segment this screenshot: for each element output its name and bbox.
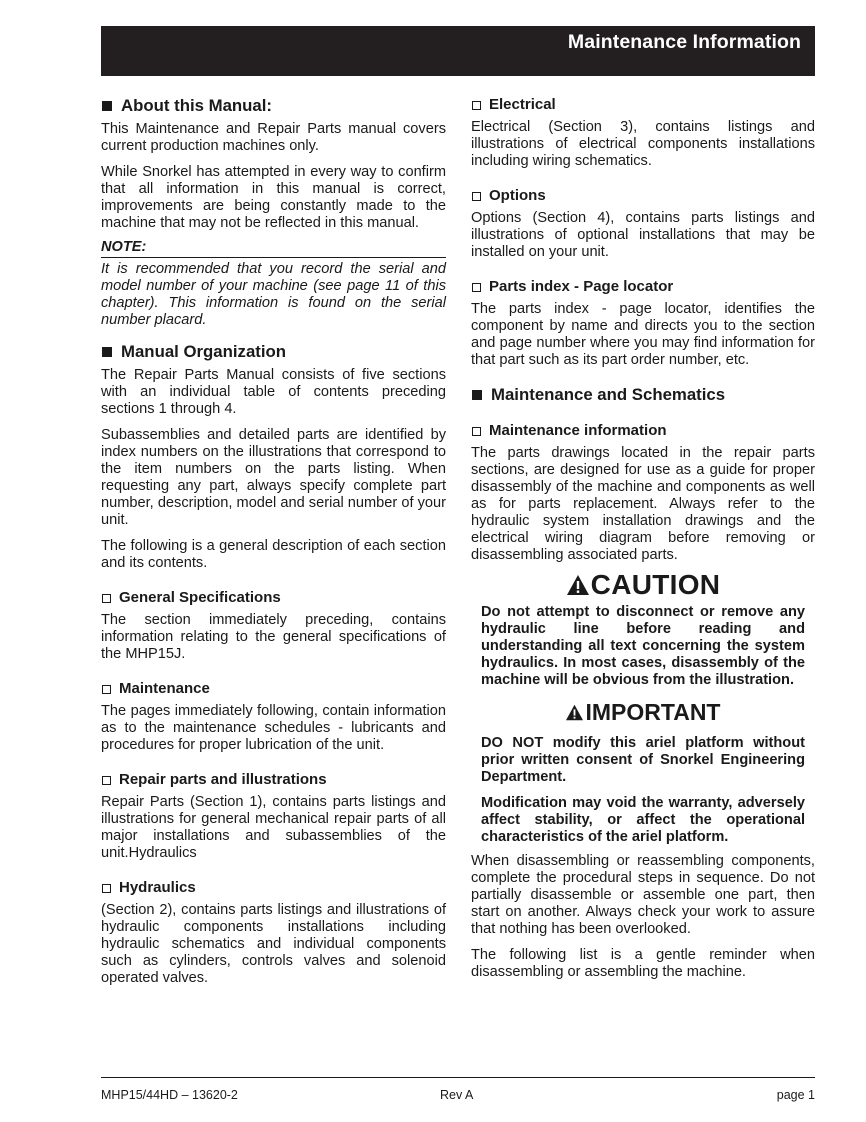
maintenance-heading: Maintenance (101, 680, 446, 698)
footer-doc-number: MHP15/44HD – 13620-2 (101, 1088, 238, 1102)
closing-paragraph-2: The following list is a gentle reminder when disassembling or assembling the machine. (471, 947, 815, 980)
about-paragraph-1: This Maintenance and Repair Parts manual covers current production machines only. (101, 121, 446, 154)
general-specs-heading: General Specifications (101, 589, 446, 607)
organization-paragraph-3: The following is a general description of each section and its contents. (101, 538, 446, 571)
maint-info-text: The parts drawings located in the repair parts sections, are designed for use as a guide for proper disassembly of the machine and components as well as for parts replacement. Always refer to the hydraulic system installation drawings and the electrical wiring diagram before removing or disassembling associated parts. (471, 445, 815, 563)
header-bar (101, 26, 815, 76)
important-text-1: DO NOT modify this ariel platform without prior written consent of Snorkel Engineering Department. (481, 735, 805, 785)
caution-text: Do not attempt to disconnect or remove any hydraulic line before reading and understanding all text concerning the system hydraulics. In most cases, disassembly of the machine will be obvious from the illustration. (481, 604, 805, 688)
parts-index-heading: Parts index - Page locator (471, 278, 815, 296)
organization-heading: Manual Organization (101, 342, 446, 362)
electrical-heading: Electrical (471, 96, 815, 114)
repair-parts-text: Repair Parts (Section 1), contains parts listings and illustrations for general mechanical repair parts of all major installations and subassemblies of the unit.Hydraulics (101, 794, 446, 861)
checkbox-bullet-icon (102, 594, 111, 603)
checkbox-bullet-icon (472, 283, 481, 292)
checkbox-bullet-icon (472, 101, 481, 110)
about-paragraph-2: While Snorkel has attempted in every way to confirm that all information in this manual is correct, improvements are being constantly made to the machine that may not be reflected in this manual. (101, 164, 446, 231)
maint-schematics-heading: Maintenance and Schematics (471, 385, 815, 405)
warning-triangle-icon (565, 704, 584, 721)
hydraulics-heading: Hydraulics (101, 879, 446, 897)
square-bullet-icon (472, 390, 482, 400)
general-specs-text: The section immediately preceding, contains information relating to the general specifications of the MHP15J. (101, 612, 446, 662)
parts-index-text: The parts index - page locator, identifies the component by name and directs you to the section and page number where you may find information for that part such as its part order number, etc. (471, 301, 815, 368)
checkbox-bullet-icon (472, 192, 481, 201)
options-text: Options (Section 4), contains parts listings and illustrations of optional installations that may be installed on your unit. (471, 210, 815, 260)
left-column (101, 96, 446, 987)
square-bullet-icon (102, 101, 112, 111)
checkbox-bullet-icon (102, 776, 111, 785)
hydraulics-text: (Section 2), contains parts listings and illustrations of hydraulic components installations including hydraulic schematics and individual components such as cylinders, controls valves and solenoid operated valves. (101, 902, 446, 986)
organization-paragraph-2: Subassemblies and detailed parts are identified by index numbers on the illustrations that correspond to the item numbers on the parts listing. When requesting any part, always specify complete part number, description, model and serial number of your unit. (101, 427, 446, 528)
options-heading: Options (471, 187, 815, 205)
electrical-text: Electrical (Section 3), contains listings and illustrations of electrical components installations including wiring schematics. (471, 119, 815, 169)
checkbox-bullet-icon (102, 685, 111, 694)
note-heading: NOTE: (101, 239, 446, 258)
footer-revision: Rev A (440, 1088, 474, 1102)
maint-info-heading: Maintenance information (471, 422, 815, 440)
about-heading: About this Manual: (101, 96, 446, 116)
important-text-2: Modification may void the warranty, adversely affect stability, or affect the operational characteristics of the ariel platform. (481, 795, 805, 845)
note-text: It is recommended that you record the serial and model number of your machine (see page 11 of this chapter). This information is found on the serial number placard. (101, 261, 446, 328)
checkbox-bullet-icon (472, 427, 481, 436)
right-column (471, 96, 815, 981)
page-title: Maintenance Information (567, 31, 801, 53)
repair-parts-heading: Repair parts and illustrations (101, 771, 446, 789)
footer-page-number: page 1 (776, 1088, 815, 1102)
checkbox-bullet-icon (102, 884, 111, 893)
organization-paragraph-1: The Repair Parts Manual consists of five sections with an individual table of contents preceding sections 1 through 4. (101, 367, 446, 417)
important-heading: IMPORTANT (471, 698, 815, 726)
warning-triangle-icon (566, 574, 590, 596)
maintenance-text: The pages immediately following, contain information as to the maintenance schedules - lubricants and procedures for proper lubrication of the unit. (101, 703, 446, 753)
square-bullet-icon (102, 347, 112, 357)
caution-heading: CAUTION (471, 569, 815, 601)
footer-divider (101, 1077, 815, 1078)
closing-paragraph-1: When disassembling or reassembling components, complete the procedural steps in sequence. Do not partially disassemble or assemble one part, then start on another. Always check your work to assure that nothing has been overlooked. (471, 853, 815, 937)
